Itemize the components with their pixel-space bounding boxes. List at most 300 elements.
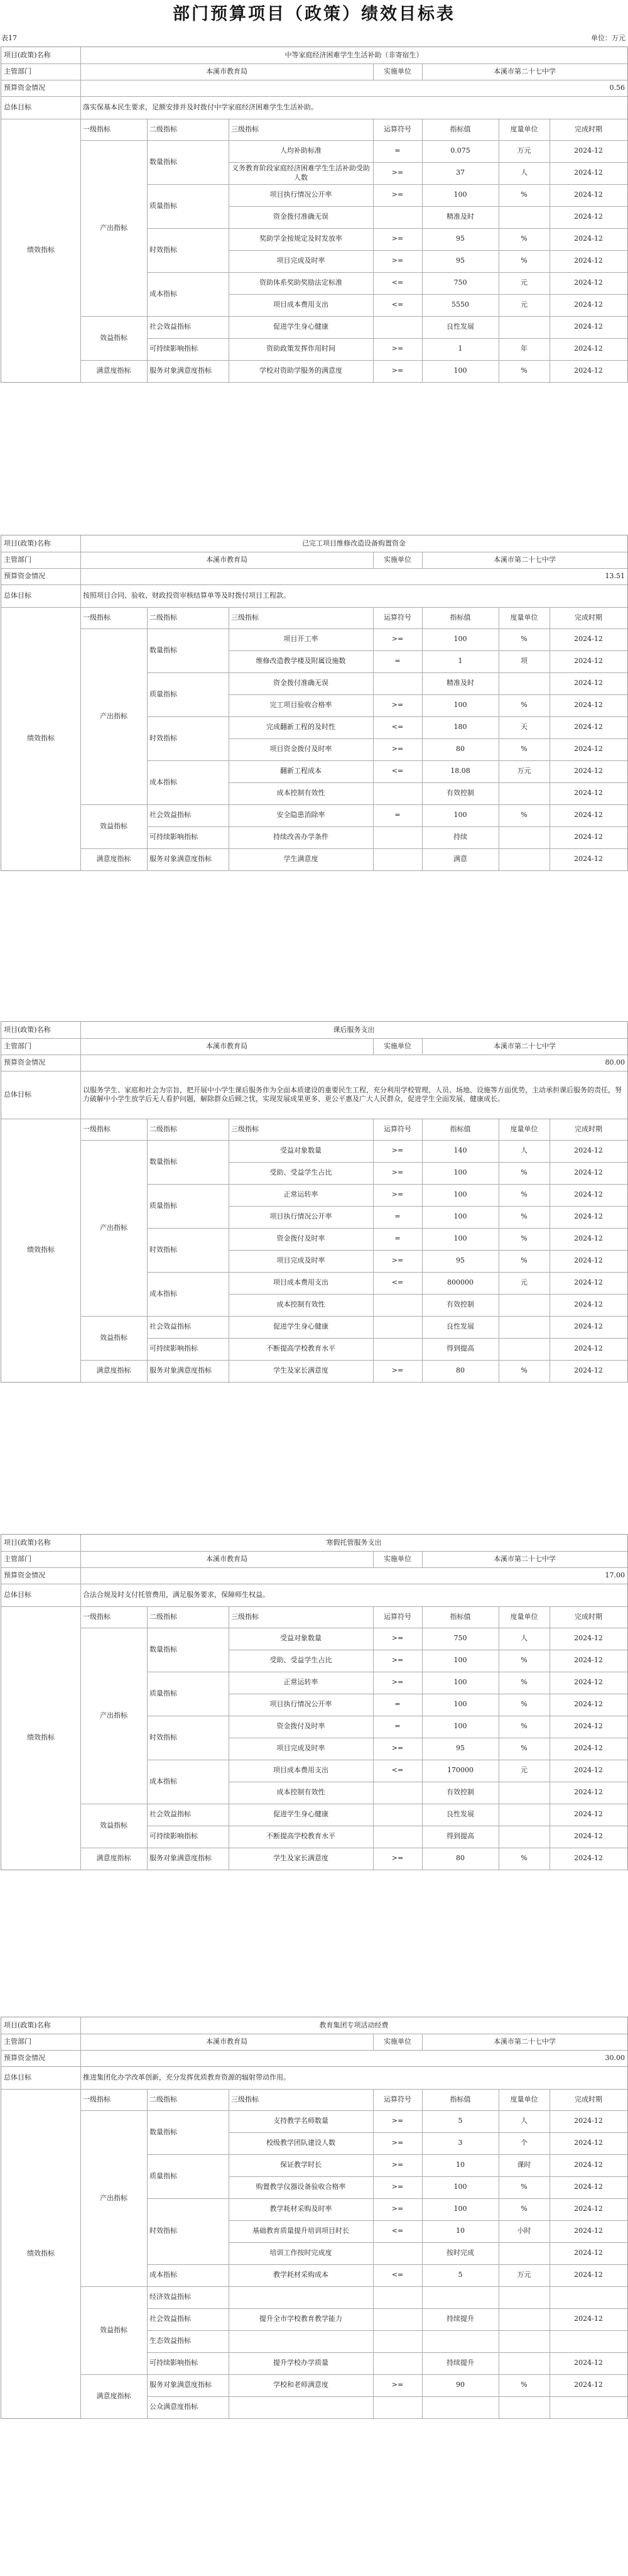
label-implementer: 实施单位 <box>384 2037 411 2046</box>
indicator-time: 2024-12 <box>574 2227 603 2235</box>
indicator-value: 0.075 <box>450 146 470 155</box>
indicator-name: 提升学校办学质量 <box>273 2359 328 2367</box>
indicator-time: 2024-12 <box>574 833 603 841</box>
indicator-unit <box>499 316 550 338</box>
indicator-unit <box>499 1316 550 1338</box>
label-indicators: 绩效指标 <box>27 1246 55 1254</box>
indicator-name: 学生满意度 <box>283 855 318 863</box>
indicator-time: 2024-12 <box>574 1344 603 1353</box>
indicator-level2: 时效指标 <box>149 2227 177 2235</box>
project-name: 中等家庭经济困难学生生活补助（非寄宿生） <box>284 50 423 59</box>
indicator-time: 2024-12 <box>574 679 603 688</box>
indicator-name: 受助、受益学生占比 <box>269 1656 332 1665</box>
label-funds: 预算资金情况 <box>4 571 45 580</box>
indicator-time: 2024-12 <box>574 146 603 155</box>
indicator-value: 10 <box>456 2161 465 2169</box>
indicator-operator: <= <box>391 300 404 309</box>
indicator-operator: >= <box>391 2139 404 2147</box>
department: 本溪市教育局 <box>206 1041 247 1050</box>
indicator-operator <box>373 1316 422 1338</box>
indicator-operator: >= <box>391 745 404 754</box>
indicator-unit: 项 <box>521 657 528 666</box>
indicator-name: 受助、受益学生占比 <box>269 1168 332 1177</box>
indicator-level1: 产出指标 <box>100 2193 127 2202</box>
indicator-unit: 万元 <box>517 146 531 155</box>
indicator-operator: >= <box>391 1854 404 1863</box>
indicator-time: 2024-12 <box>574 168 603 177</box>
col-time-header: 完成时期 <box>575 2095 602 2103</box>
indicator-operator: >= <box>391 190 404 199</box>
indicator-time: 2024-12 <box>574 723 603 732</box>
indicator-unit: 万元 <box>517 767 531 776</box>
indicator-unit <box>499 1804 550 1826</box>
col-l1-header: 一级指标 <box>83 1124 111 1133</box>
indicator-value: 持续提升 <box>447 2315 474 2323</box>
col-time-header: 完成时期 <box>575 1612 602 1621</box>
indicator-level2: 社会效益指标 <box>149 322 191 331</box>
indicator-value: 良性发展 <box>447 322 474 331</box>
indicator-name: 人均补助标准 <box>280 146 322 155</box>
goal-text: 落实保基本民生要求，足额安排并及时拨付中学家庭经济困难学生生活补助。 <box>83 102 318 111</box>
indicator-name: 项目资金拨付及时率 <box>269 745 332 754</box>
indicator-value: 良性发展 <box>447 1322 474 1331</box>
label-project-name: 项目(政策)名称 <box>4 2020 51 2029</box>
indicator-unit: 天 <box>521 723 528 732</box>
indicator-value: 有效控制 <box>447 1300 474 1309</box>
indicator-operator: <= <box>391 767 404 776</box>
project-name: 教育集团专项活动经费 <box>319 2020 389 2029</box>
indicator-name: 义务教育阶段家庭经济困难学生生活补助受助人数 <box>232 164 370 182</box>
project-table <box>1 1534 628 1870</box>
indicator-operator <box>373 2330 422 2352</box>
funds-amount: 30.00 <box>605 2053 625 2062</box>
indicator-value: 100 <box>453 1234 467 1243</box>
indicator-name: 受益对象数量 <box>280 1634 322 1643</box>
indicator-value: 95 <box>456 256 465 265</box>
col-l3-header: 三级指标 <box>231 1612 259 1621</box>
col-op-header: 运算符号 <box>384 1124 411 1133</box>
indicator-name: 受益对象数量 <box>280 1146 322 1155</box>
indicator-level2: 成本指标 <box>149 1289 177 1298</box>
indicator-name: 正常运转率 <box>283 1678 318 1687</box>
indicator-time: 2024-12 <box>574 2161 603 2169</box>
indicator-unit: % <box>521 1190 528 1199</box>
indicator-time: 2024-12 <box>574 2359 603 2367</box>
indicator-operator <box>373 2352 422 2374</box>
indicator-name: 学校对资助学服务的满意度 <box>259 366 342 375</box>
indicator-name: 学生及家长满意度 <box>273 1366 328 1375</box>
col-l3-header: 三级指标 <box>231 1124 259 1133</box>
indicator-name: 资金拨付准确无误 <box>273 212 328 221</box>
project-table <box>1 2017 628 2419</box>
indicator-name: 项目完成及时率 <box>276 1256 325 1265</box>
indicator-unit <box>499 826 550 848</box>
indicator-level1: 满意度指标 <box>96 2391 131 2400</box>
indicator-value: 80 <box>456 1854 465 1863</box>
goal-text: 合法合规及时支付托管费用，满足服务要求，保障师生权益。 <box>83 1590 269 1599</box>
indicator-name: 正常运转率 <box>283 1190 318 1199</box>
indicator-level2: 社会效益指标 <box>149 2315 191 2323</box>
indicator-time: 2024-12 <box>574 657 603 666</box>
label-department: 主管部门 <box>4 67 31 75</box>
col-val-header: 指标值 <box>450 2095 471 2103</box>
indicator-level2: 经济效益指标 <box>149 2293 191 2301</box>
indicator-value: 持续提升 <box>447 2359 474 2367</box>
indicator-operator: >= <box>391 1190 404 1199</box>
indicator-name: 教学耗材采购成本 <box>273 2271 328 2279</box>
indicator-level1: 产出指标 <box>100 711 127 720</box>
indicator-value: 750 <box>453 1634 467 1643</box>
indicator-name: 资金拨付及时率 <box>276 1234 325 1243</box>
indicator-time: 2024-12 <box>574 1744 603 1753</box>
indicator-name: 成本控制有效性 <box>276 1788 325 1797</box>
col-l1-header: 一级指标 <box>83 613 111 622</box>
indicator-unit: % <box>521 234 528 243</box>
indicator-unit: % <box>521 635 528 644</box>
indicator-value: 95 <box>456 234 465 243</box>
label-department: 主管部门 <box>4 2037 31 2046</box>
indicator-level2: 成本指标 <box>149 289 177 298</box>
col-val-header: 指标值 <box>450 1124 471 1133</box>
indicator-name: 促进学生身心健康 <box>273 1810 328 1819</box>
indicator-unit: 课时 <box>517 2161 531 2169</box>
indicator-time: 2024-12 <box>574 2183 603 2191</box>
indicator-operator: <= <box>391 1278 404 1287</box>
indicator-value: 170000 <box>447 1766 474 1775</box>
indicator-time: 2024-12 <box>574 1212 603 1221</box>
indicator-operator: <= <box>391 278 404 287</box>
department: 本溪市教育局 <box>206 1554 247 1563</box>
indicator-value: 800000 <box>447 1278 474 1287</box>
indicator-name: 维修改造教学楼及附属设施数 <box>256 657 346 666</box>
indicator-name: 资助体系奖助奖励法定标准 <box>259 278 342 287</box>
indicator-level2: 时效指标 <box>149 245 177 254</box>
indicator-time: 2024-12 <box>574 745 603 754</box>
indicator-operator: >= <box>391 2161 404 2169</box>
indicator-time: 2024-12 <box>574 701 603 710</box>
indicator-name: 保证教学时长 <box>280 2161 322 2169</box>
indicator-value: 按时完成 <box>447 2249 474 2257</box>
indicator-level2: 服务对象满意度指标 <box>149 366 212 375</box>
label-implementer: 实施单位 <box>384 1554 411 1563</box>
indicator-time: 2024-12 <box>574 2271 603 2279</box>
label-department: 主管部门 <box>4 1041 31 1050</box>
indicator-value: 1 <box>458 344 463 353</box>
indicator-value: 100 <box>453 1190 467 1199</box>
indicator-unit: % <box>521 1722 528 1731</box>
indicator-value: 80 <box>456 745 465 754</box>
label-funds: 预算资金情况 <box>4 1058 45 1066</box>
indicator-value: 100 <box>453 190 467 199</box>
indicator-name: 项目执行情况公开率 <box>269 190 332 199</box>
goal-text: 以服务学生、家庭和社会为宗旨，把开展中小学生课后服务作为全面本质建设的重要民生工程，充分利用学校管理、人员、场地、设施等方面优势，主动承担课后服务的责任，努力破解中小学生放学后无人看护问题，解除群众后顾之忧，实现发展成果更多、更公平惠及广大人民群众，促进学生全面发展、健康成长。 <box>83 1085 622 1103</box>
indicator-level2: 服务对象满意度指标 <box>149 2381 212 2389</box>
indicator-unit: 元 <box>521 278 528 287</box>
indicator-operator: >= <box>391 1744 404 1753</box>
indicator-unit: 人 <box>521 2117 528 2125</box>
label-goal: 总体目标 <box>4 591 31 600</box>
indicator-level2: 可持续影响指标 <box>149 2359 198 2367</box>
indicator-unit: % <box>521 2205 528 2213</box>
project-name: 寒假托管服务支出 <box>326 1538 382 1547</box>
indicator-name: 学校和老师满意度 <box>273 2381 328 2389</box>
indicator-operator: = <box>394 811 401 819</box>
unit-label: 单位：万元 <box>591 34 625 42</box>
indicator-name: 项目执行情况公开率 <box>269 1212 332 1221</box>
indicator-unit: 年 <box>521 344 528 353</box>
indicator-level2: 数量指标 <box>149 157 177 166</box>
indicator-unit: % <box>521 1656 528 1665</box>
indicator-level2: 时效指标 <box>149 1245 177 1254</box>
indicator-operator: >= <box>391 1256 404 1265</box>
label-implementer: 实施单位 <box>384 1041 411 1050</box>
indicator-name: 教学耗材采购及时率 <box>269 2205 332 2213</box>
col-l1-header: 一级指标 <box>83 124 111 133</box>
goal-text: 推进集团化办学改革创新，充分发挥优质教育资源的辐射带动作用。 <box>83 2073 290 2081</box>
indicator-time: 2024-12 <box>574 1854 603 1863</box>
indicator-unit: % <box>521 1234 528 1243</box>
indicator-name: 学生及家长满意度 <box>273 1854 328 1863</box>
indicator-value: 1 <box>458 657 463 666</box>
indicator-value: 有效控制 <box>447 789 474 797</box>
label-goal: 总体目标 <box>4 2073 31 2081</box>
indicator-unit <box>499 1782 550 1804</box>
indicator-unit <box>499 848 550 870</box>
indicator-unit: % <box>521 190 528 199</box>
project-name: 课后服务支出 <box>333 1025 375 1034</box>
indicator-value: 精准及时 <box>447 212 474 221</box>
indicator-name: 项目成本费用支出 <box>273 1766 328 1775</box>
col-time-header: 完成时期 <box>575 613 602 622</box>
indicator-unit: 人 <box>521 1146 528 1155</box>
indicator-level1: 产出指标 <box>100 223 127 232</box>
project-table <box>1 1021 628 1383</box>
indicator-level1: 效益指标 <box>100 333 127 342</box>
label-project-name: 项目(政策)名称 <box>4 1538 51 1547</box>
indicator-time: 2024-12 <box>574 1788 603 1797</box>
label-project-name: 项目(政策)名称 <box>4 539 51 547</box>
indicator-name: 翻新工程成本 <box>280 767 322 776</box>
indicator-operator: >= <box>391 1634 404 1643</box>
indicator-level2: 质量指标 <box>149 201 177 210</box>
indicator-name: 资金拨付准确无误 <box>273 679 328 688</box>
indicator-name: 完成翻新工程的及时性 <box>266 723 335 732</box>
indicator-level1: 满意度指标 <box>96 855 131 863</box>
col-l2-header: 二级指标 <box>149 124 177 133</box>
indicator-operator <box>373 848 422 870</box>
indicator-time <box>550 2330 627 2352</box>
indicator-value: 750 <box>453 278 467 287</box>
indicator-operator <box>373 206 422 228</box>
indicator-name: 项目执行情况公开率 <box>269 1700 332 1709</box>
indicator-operator: >= <box>391 168 404 177</box>
indicator-value: 3 <box>458 2139 463 2147</box>
indicator-value: 10 <box>456 2227 465 2235</box>
col-l3-header: 三级指标 <box>231 2095 259 2103</box>
form-number: 表17 <box>1 34 17 42</box>
indicator-unit: 元 <box>521 1278 528 1287</box>
indicator-value: 有效控制 <box>447 1788 474 1797</box>
indicator-operator: >= <box>391 234 404 243</box>
indicator-time: 2024-12 <box>574 1700 603 1709</box>
label-goal: 总体目标 <box>4 1090 31 1099</box>
indicator-level2: 成本指标 <box>149 777 177 786</box>
indicator-time: 2024-12 <box>574 2315 603 2323</box>
indicator-unit: % <box>521 2183 528 2191</box>
indicator-value: 100 <box>453 1678 467 1687</box>
indicator-unit: % <box>521 1678 528 1687</box>
indicator-name: 成本控制有效性 <box>276 789 325 797</box>
col-unit-header: 度量单位 <box>510 124 538 133</box>
indicator-unit: % <box>521 2381 528 2389</box>
indicator-level2: 质量指标 <box>149 689 177 698</box>
indicator-unit <box>499 2286 550 2308</box>
indicator-operator: >= <box>391 2381 404 2389</box>
implementer: 本溪市第二十七中学 <box>494 67 556 75</box>
indicator-level1: 效益指标 <box>100 1821 127 1829</box>
indicator-unit: 元 <box>521 300 528 309</box>
indicator-name <box>229 2286 373 2308</box>
col-unit-header: 度量单位 <box>510 613 538 622</box>
indicator-value: 80 <box>456 1366 465 1375</box>
indicator-operator <box>373 782 422 804</box>
indicator-time: 2024-12 <box>574 344 603 353</box>
label-implementer: 实施单位 <box>384 555 411 564</box>
indicator-operator: <= <box>391 1766 404 1775</box>
indicator-operator <box>373 1338 422 1360</box>
indicator-operator <box>373 672 422 694</box>
col-l2-header: 二级指标 <box>149 1612 177 1621</box>
indicator-unit: 个 <box>521 2139 528 2147</box>
indicator-value: 37 <box>456 168 465 177</box>
indicator-level2: 服务对象满意度指标 <box>149 855 212 863</box>
indicator-value: 140 <box>453 1146 467 1155</box>
indicator-operator: >= <box>391 635 404 644</box>
indicator-value: 良性发展 <box>447 1810 474 1819</box>
indicator-time: 2024-12 <box>574 635 603 644</box>
indicator-operator: >= <box>391 366 404 375</box>
indicator-name: 成本控制有效性 <box>276 1300 325 1309</box>
indicator-unit: % <box>521 1744 528 1753</box>
indicator-unit: % <box>521 1854 528 1863</box>
indicator-time: 2024-12 <box>574 278 603 287</box>
label-funds: 预算资金情况 <box>4 2053 45 2062</box>
department: 本溪市教育局 <box>206 2037 247 2046</box>
col-time-header: 完成时期 <box>575 1124 602 1133</box>
indicator-value <box>422 2286 499 2308</box>
indicator-operator: >= <box>391 1366 404 1375</box>
indicator-unit: % <box>521 701 528 710</box>
indicator-value: 95 <box>456 1256 465 1265</box>
indicator-unit: % <box>521 1212 528 1221</box>
indicator-name: 项目完成及时率 <box>276 256 325 265</box>
indicator-level1: 产出指标 <box>100 1223 127 1232</box>
label-indicators: 绩效指标 <box>27 246 55 255</box>
indicator-name: 购置教学仪器设备验收合格率 <box>256 2183 346 2191</box>
indicator-time: 2024-12 <box>574 789 603 797</box>
indicator-value: 100 <box>453 2183 467 2191</box>
indicator-unit <box>499 2352 550 2374</box>
indicator-operator: >= <box>391 1678 404 1687</box>
indicator-time: 2024-12 <box>574 1146 603 1155</box>
indicator-name: 完工项目验收合格率 <box>269 701 332 710</box>
indicator-operator: <= <box>391 723 404 732</box>
indicator-time: 2024-12 <box>574 1766 603 1775</box>
indicator-level2: 数量指标 <box>149 2127 177 2136</box>
indicator-time: 2024-12 <box>574 1234 603 1243</box>
indicator-time: 2024-12 <box>574 855 603 863</box>
col-unit-header: 度量单位 <box>510 1612 538 1621</box>
indicator-value: 100 <box>453 701 467 710</box>
indicator-name: 不断提高学校教育水平 <box>266 1344 335 1353</box>
indicator-time: 2024-12 <box>574 1810 603 1819</box>
label-funds: 预算资金情况 <box>4 1570 45 1579</box>
indicator-operator: >= <box>391 1656 404 1665</box>
indicator-name: 项目成本费用支出 <box>273 300 328 309</box>
col-op-header: 运算符号 <box>384 124 411 133</box>
indicator-value: 持续 <box>453 833 467 841</box>
indicator-level1: 效益指标 <box>100 821 127 830</box>
indicator-time: 2024-12 <box>574 1722 603 1731</box>
indicator-time: 2024-12 <box>574 2117 603 2125</box>
indicator-time: 2024-12 <box>574 767 603 776</box>
indicator-time: 2024-12 <box>574 1832 603 1841</box>
indicator-level1: 效益指标 <box>100 1333 127 1342</box>
indicator-unit: % <box>521 256 528 265</box>
indicator-operator: >= <box>391 701 404 710</box>
indicator-value <box>422 2396 499 2418</box>
project-name: 已完工项目维修改造设备购置资金 <box>302 539 406 547</box>
indicator-time: 2024-12 <box>574 1322 603 1331</box>
col-op-header: 运算符号 <box>384 613 411 622</box>
indicator-level2: 时效指标 <box>149 1733 177 1741</box>
col-op-header: 运算符号 <box>384 2095 411 2103</box>
indicator-operator <box>373 1782 422 1804</box>
label-project-name: 项目(政策)名称 <box>4 50 51 59</box>
indicator-level2: 质量指标 <box>149 2171 177 2180</box>
indicator-level2: 社会效益指标 <box>149 1322 191 1331</box>
indicator-level2: 可持续影响指标 <box>149 344 198 353</box>
page-title: 部门预算项目（政策）绩效目标表 <box>173 4 455 24</box>
indicator-level2: 成本指标 <box>149 1777 177 1785</box>
col-l2-header: 二级指标 <box>149 613 177 622</box>
indicator-time: 2024-12 <box>574 366 603 375</box>
indicator-name: 资金拨付及时率 <box>276 1722 325 1731</box>
col-val-header: 指标值 <box>450 1612 471 1621</box>
implementer: 本溪市第二十七中学 <box>494 1041 556 1050</box>
indicator-time: 2024-12 <box>574 234 603 243</box>
indicator-name: 奖助学金按规定及时发放率 <box>259 234 342 243</box>
indicator-unit <box>499 1826 550 1848</box>
indicator-operator <box>373 826 422 848</box>
indicator-level2: 数量指标 <box>149 1157 177 1166</box>
indicator-value: 满意 <box>453 855 467 863</box>
indicator-time: 2024-12 <box>574 1190 603 1199</box>
indicator-operator: = <box>394 1722 401 1731</box>
indicator-name: 不断提高学校教育水平 <box>266 1832 335 1841</box>
indicator-level2: 数量指标 <box>149 1645 177 1653</box>
indicator-unit <box>499 2242 550 2264</box>
indicator-value: 得到提高 <box>447 1344 474 1353</box>
indicator-value: 100 <box>453 811 467 819</box>
label-indicators: 绩效指标 <box>27 734 55 743</box>
indicator-name: 项目成本费用支出 <box>273 1278 328 1287</box>
funds-amount: 13.51 <box>605 571 625 580</box>
col-op-header: 运算符号 <box>384 1612 411 1621</box>
indicator-unit: % <box>521 1168 528 1177</box>
department: 本溪市教育局 <box>206 555 247 564</box>
indicator-level2: 社会效益指标 <box>149 811 191 819</box>
